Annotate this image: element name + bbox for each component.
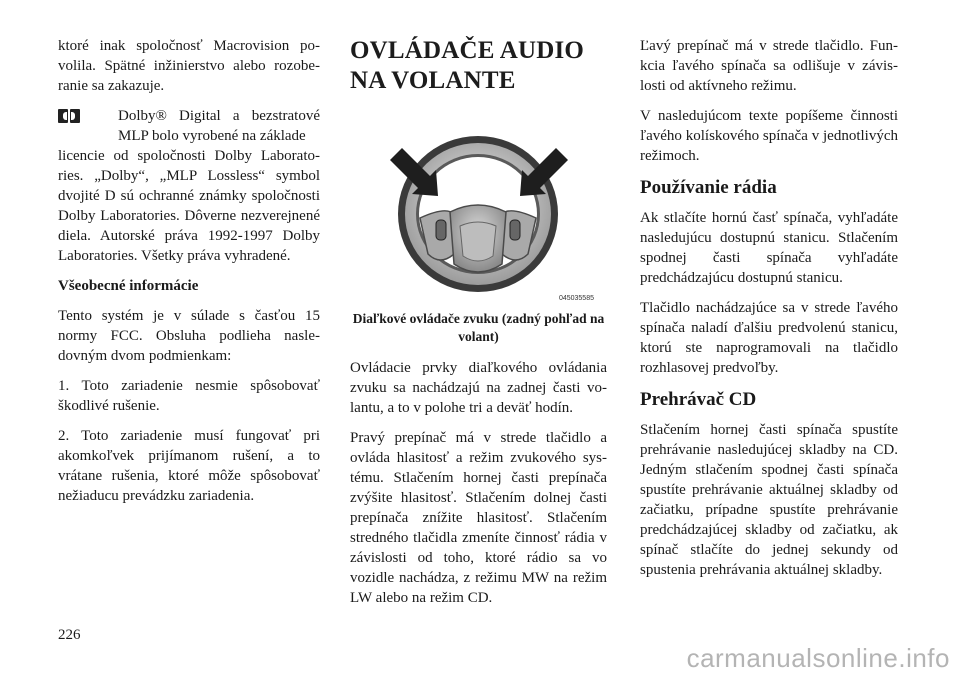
modes-intro-paragraph: V nasledujúcom texte popíšeme činnosti ľavého kolískového spínača v jednotlivých režimoch. [640,108,898,164]
right-column [640,36,898,590]
figure-caption: Diaľkové ovládače zvuku (zadný pohľad na volant) [352,311,605,344]
cd-heading: Prehrávač CD [640,389,757,410]
dolby-notice-first-line: Dolby® Digital a bezstratové MLP bolo vyrobené na základe [118,108,320,144]
left-switch-paragraph: Ľavý prepínač má v strede tlačidlo. Funkcia ľavého spínača sa odlišuje v závislosti od aktívneho režimu. [640,38,898,94]
page-number: 226 [58,627,81,643]
watermark: carmanualsonline.info [686,643,950,673]
steering-wheel-figure [350,114,600,304]
dolby-double-d-icon [58,109,80,123]
radio-heading: Používanie rádia [640,177,777,198]
section-title: OVLÁDAČE AUDIO NA VOLANTE [350,37,585,94]
continued-paragraph: ktoré inak spoločnosť Macrovision povolila. Spätné inžinierstvo alebo rozoberanie sa zakazuje. [58,38,320,94]
dolby-notice [58,106,320,146]
fcc-condition-2: 2. Toto zariadenie musí fungovať pri akomkoľvek prijímanom rušení, a to vrátane rušenia, ktoré môže spôsobovať nežiaducu prevádzku zariadenia. [58,428,320,504]
fcc-paragraph: Tento systém je v súlade s časťou 15 normy FCC. Obsluha podlieha nasledovným dvom podmienkam: [58,308,320,364]
left-column [58,36,320,516]
controls-location-paragraph: Ovládacie prvky diaľkového ovládania zvuku sa nachádzajú na zadnej časti volantu, a to v polohe tri a deväť hodín. [350,360,607,416]
fcc-condition-1: 1. Toto zariadenie nesmie spôsobovať škodlivé rušenie. [58,378,320,414]
right-switch-paragraph: Pravý prepínač má v strede tlačidlo a ovláda hlasitosť a režim zvukového systému. Stlačením hornej časti prepínača zvýšite hlasitosť. Stlačením dolnej časti prepínača znížite hlasitosť. Stlačením stredného tlačidla zmeníte činnosť rádia v závislosti od toho, ktoré rádio sa vo vozidle nachádza, z režimu MW na režim LW alebo na režim CD. [350,430,607,606]
general-info-heading: Všeobecné informácie [58,278,199,294]
radio-seek-paragraph: Ak stlačíte hornú časť spínača, vyhľadáte nasledujúcu dostupnú stanicu. Stlačením spodnej časti spínača vyhľadáte predchádzajúcu dostupnú stanicu. [640,210,898,286]
cd-paragraph: Stlačením hornej časti spínača spustíte prehrávanie nasledujúcej skladby na CD. Jedným stlačením spodnej časti spínača spustíte prehrávanie aktuálnej skladby od začiatku, prípadne spustíte prehrávanie predchádzajúcej skladby od začiatku, ak spínač stlačíte do jednej sekundy od spustenia prehrávania aktuálnej skladby. [640,422,898,578]
middle-column [350,36,607,618]
radio-preset-paragraph: Tlačidlo nachádzajúce sa v strede ľavého spínača naladí ďalšiu predvolenú stanicu, ktorú ste naprogramovali na tlačidlo rozhlasovej predvoľby. [640,300,898,376]
steering-wheel-illustration [350,114,600,304]
figure-code: 045035585 [558,295,594,302]
dolby-notice-text: licencie od spoločnosti Dolby Laboratories. „Dolby“, „MLP Lossless“ symbol dvojité D sú ochranné známky spoločnosti Dolby Laboratories. Dôverne nezverejnené diela. Autorské práva 1992-1997 Dolby Laboratories. Všetky práva vyhradené. [58,148,320,264]
